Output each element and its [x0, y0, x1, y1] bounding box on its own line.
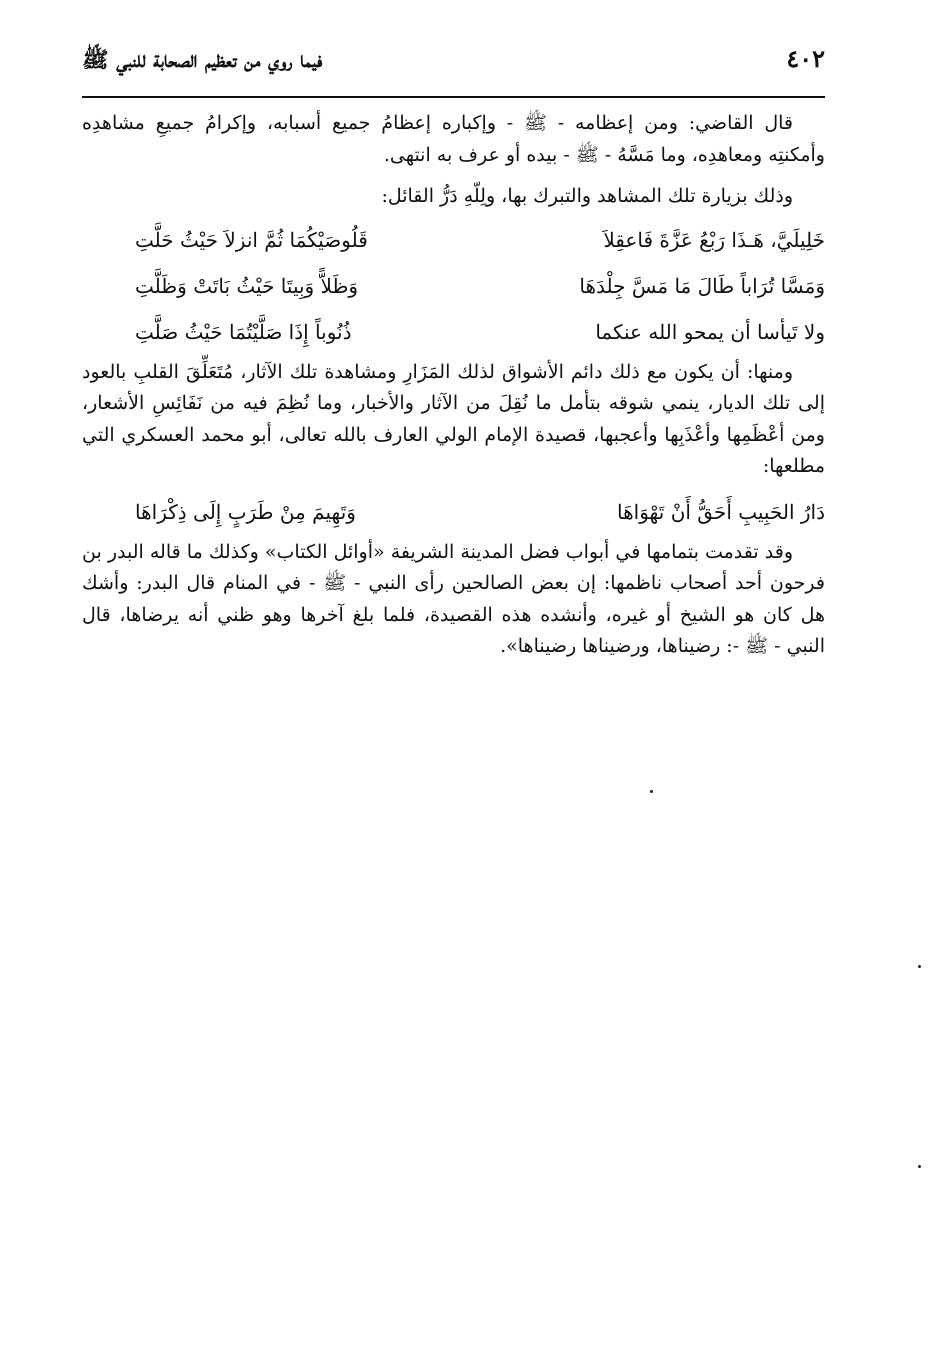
page-header — [82, 40, 825, 92]
running-title: فيما روي من تعظيم الصحابة للنبي ﷺ — [82, 47, 323, 73]
poem-block — [82, 217, 825, 355]
verse-second-hemistich: وَظَلاًّ وَبِيتَا حَيْثُ بَاتَتْ وَظَلَّتِ — [135, 273, 359, 298]
header-rule — [82, 96, 825, 98]
paragraph-longing: ومنها: أن يكون مع ذلك دائم الأشواق لذلك المَزَارِ ومشاهدة تلك الآثار، مُتَعَلِّقَ القلبِ بالعود إلى تلك الديار، ينمي شوقه بتأمل ما نُقِلَ من الآثار والأخبار، وما نُظِمَ فيه من نَفَائِسِ الأشعار، ومن أعْظَمِها وأعْذَبِها وأعجبها، قصيدة الإمام الولي العارف بالله تعالى، أبو محمد العسكري التي مطلعها: — [82, 360, 825, 477]
verse-second-hemistich: ذُنُوباً إِذَا صَلَّيْتُمَا حَيْثُ صَلَّتِ — [135, 319, 352, 344]
verse-first-hemistich: وَمَسَّا تُرَاباً طَالَ مَا مَسَّ جِلْدَهَا — [579, 273, 825, 298]
scan-speck — [918, 965, 921, 968]
verse-second-hemistich: قَلُوصَيْكُمَا ثُمَّ انزلاَ حَيْثُ حَلَّتِ — [135, 227, 368, 252]
verse-line — [135, 263, 825, 309]
paragraph-qadi: قال القاضي: ومن إعظامه - ﷺ - وإكباره إعظامُ جميع أسبابه، وإكرامُ جميعِ مشاهدِه وأمكنتِه ومعاهدِه، وما مَسَّهُ - ﷺ - بيده أو عرف به انتهى. — [82, 112, 825, 166]
body-text — [82, 108, 825, 663]
scan-speck — [918, 1165, 921, 1168]
verse-line — [135, 309, 825, 355]
page-number: ٤٠٢ — [786, 44, 825, 73]
verse-first-hemistich: خَلِيلَيَّ، هَـذَا رَبْعُ عَزَّةَ فَاعقِلاَ — [603, 227, 825, 252]
verse-line — [135, 217, 825, 263]
paragraph-badr-ibn-farhun: وقد تقدمت بتمامها في أبواب فضل المدينة الشريفة «أوائل الكتاب» وكذلك ما قاله البدر بن فرحون أحد أصحاب ناظمها: إن بعض الصالحين رأى النبي - ﷺ - في المنام قال البدر: وأشك هل كان هو الشيخ أو غيره، وأنشده هذه القصيدة، فلما بلغ آخرها وهو ظني أنه يرضاها، قال النبي - ﷺ -: رضيناها، ورضيناها رضيناها». — [82, 540, 825, 657]
verse-first-hemistich: دَارُ الحَبِيبِ أَحَقُّ أَنْ تَهْوَاهَا — [617, 499, 825, 524]
paragraph-visiting-shrines: وذلك بزيارة تلك المشاهد والتبرك بها، ولِلّهِ دَرُّ القائل: — [381, 185, 793, 207]
verse-first-hemistich: ولا تَيأسا أن يمحو الله عنكما — [595, 319, 825, 344]
single-verse-block — [82, 489, 825, 535]
verse-line — [135, 489, 825, 535]
scan-speck — [650, 790, 653, 793]
verse-second-hemistich: وَتَهِيمَ مِنْ طَرَبٍ إِلَى ذِكْرَاهَا — [135, 499, 356, 524]
